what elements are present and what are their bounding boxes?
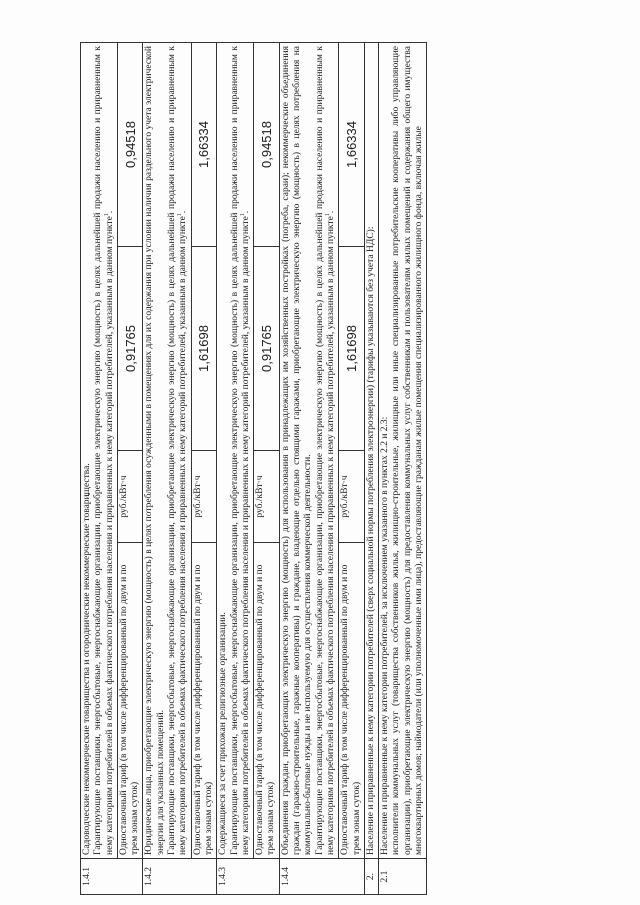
row-text: Гарантирующие поставщики, энергосбытовые, энергоснабжающие организации, приобретающие электрическую энергию (мощность) в целях дальнейшей продажи населению и приравненным к нему категориям потребителей в объемах фактического потребления населения и приравненных к нему категорий потребителей, указанным в данном пункте	[167, 45, 189, 855]
row-text: Гарантирующие поставщики, энергосбытовые, энергоснабжающие организации, приобретающие электрическую энергию (мощность) в целях дальнейшей продажи населению и приравненным к нему категориям потребителей в объемах фактического потребления населения и приравненных к нему категорий потребителей, указанным в данном пункте	[314, 45, 336, 855]
tariff-value-first-half: 1,61698	[339, 247, 365, 451]
row-description	[379, 42, 427, 858]
row-text: Гарантирующие поставщики, энергосбытовые, энергоснабжающие организации, приобретающие электрическую энергию (мощность) в целях дальнейшей продажи населению и приравненным к нему категориям потребителей в объемах фактического потребления населения и приравненных к нему категорий потребителей, указанным в данном пункте	[229, 45, 251, 855]
tariff-label: Одноставочный тариф (в том числе дифференцированный по двум и по трем зонам суток)	[191, 543, 217, 859]
unit-cell: руб./кВт·ч	[339, 451, 365, 543]
unit-cell: руб./кВт·ч	[117, 451, 143, 543]
rotated-tariff-table-container	[80, 43, 604, 895]
table-row	[254, 42, 280, 894]
row-text: исполнители коммунальных услуг (товарищества собственников жилья, жилищно-строительные, жилищные или иные специализированные потребительские кооперативы либо управляющие организации), приобретающие электрическую энергию (мощность) для предоставления коммунальных услуг собственникам и пользователям жилых помещений и содержания общего имущества многоквартирных домов; наймодатели (или уполномоченные ими лица), предоставляющие гражданам жилые помещения специализированного жилищного фонда, включая жилые	[391, 45, 425, 855]
tariff-table	[80, 42, 427, 895]
row-text: Гарантирующие поставщики, энергосбытовые, энергоснабжающие организации, приобретающие электрическую энергию (мощность) в целях дальнейшей продажи населению и приравненным к нему категориям потребителей в объемах фактического потребления населения и приравненных к нему категорий потребителей, указанным в данном пункте	[93, 45, 115, 855]
section-heading: Население и приравненные к нему категории потребителей (сверх социальной нормы потребления электроэнергии) (тарифы указываются без учета НДС):	[364, 42, 378, 858]
row-title: Юридические лица, приобретающие электрическую энергию (мощность) в целях потребления осужденными в помещениях для их содержания при условии наличия раздельного учета электрической энергии для указанных помещений.	[144, 45, 166, 855]
tariff-label: Одноставочный тариф (в том числе дифференцированный по двум и по трем зонам суток)	[254, 543, 280, 859]
footnote-mark: 1	[324, 213, 331, 217]
tariff-label: Одноставочный тариф (в том числе дифференцированный по двум и по трем зонам суток)	[117, 543, 143, 859]
unit-cell: руб./кВт·ч	[191, 451, 217, 543]
row-number: 1.4.3	[217, 859, 279, 895]
tariff-value-first-half: 1,61698	[191, 247, 217, 451]
tariff-value-second-half: 1,66334	[339, 42, 365, 246]
table-row	[217, 42, 254, 894]
table-row	[339, 42, 365, 894]
table-row	[81, 42, 118, 894]
tariff-value-second-half: 0,94518	[117, 42, 143, 246]
unit-cell: руб./кВт·ч	[254, 451, 280, 543]
footnote-mark: 1	[103, 213, 110, 217]
footnote-mark: 1	[239, 213, 246, 217]
row-number: 1.4.1	[81, 859, 143, 895]
table-row	[379, 42, 427, 894]
tariff-value-first-half: 0,91765	[254, 247, 280, 451]
row-description: Юридические лица, приобретающие электрическую энергию (мощность) в целях потребления осужденными в помещениях для их содержания при условии наличия раздельного учета электрической энергии для указанных помещений. Гарантирующие поставщики, энергосбытовые, энергоснабжающие организации, приобретающие электрическую энергию (мощность) в целях дальнейшей продажи населению и приравненным к нему категориям потребителей в объемах фактического потребления населения и приравненных к нему категорий потребителей, указанным в данном пункте$^1$.	[143, 42, 191, 858]
row-number: 2.	[364, 859, 378, 895]
row-number: 1.4.4	[279, 859, 364, 895]
row-description: Содержащиеся за счет прихожан религиозные организации. Гарантирующие поставщики, энергосбытовые, энергоснабжающие организации, приобретающие электрическую энергию (мощность) в целях дальнейшей продажи населению и приравненным к нему категориям потребителей в объемах фактического потребления населения и приравненных к нему категорий потребителей, указанным в данном пункте$^1$.	[217, 42, 254, 858]
table-row	[279, 42, 338, 894]
tariff-value-second-half: 0,94518	[254, 42, 280, 246]
table-row	[117, 42, 143, 894]
row-title: Садоводческие некоммерческие товарищества и огороднические некоммерческие товарищества.	[82, 463, 92, 855]
row-title: Объединения граждан, приобретающих электрическую энергию (мощность) для использования в принадлежащих им хозяйственных постройках (погреба, сараи); некоммерческие объединения граждан (гаражно-строительные, гаражные кооперативы) и граждане, владеющие отдельно стоящими гаражами, приобретающие электрическую энергию (мощность) в целях потребления на коммунально-бытовые нужды и не используемую для осуществления коммерческой деятельности.	[280, 45, 314, 855]
tariff-value-first-half: 0,91765	[117, 247, 143, 451]
row-description: Объединения граждан, приобретающих электрическую энергию (мощность) для использования в принадлежащих им хозяйственных постройках (погреба, сараи); некоммерческие объединения граждан (гаражно-строительные, гаражные кооперативы) и граждане, владеющие отдельно стоящими гаражами, приобретающие электрическую энергию (мощность) в целях потребления на коммунально-бытовые нужды и не используемую для осуществления коммерческой деятельности. Гарантирующие поставщики, энергосбытовые, энергоснабжающие организации, приобретающие электрическую энергию (мощность) в целях дальнейшей продажи населению и приравненным к нему категориям потребителей в объемах фактического потребления населения и приравненных к нему категорий потребителей, указанным в данном пункте$^1$.	[279, 42, 338, 858]
tariff-value-second-half: 1,66334	[191, 42, 217, 246]
table-row	[191, 42, 217, 894]
footnote-mark: 1	[177, 213, 184, 217]
tariff-label: Одноставочный тариф (в том числе дифференцированный по двум и по трем зонам суток)	[339, 543, 365, 859]
table-row	[364, 42, 378, 894]
table-row	[143, 42, 191, 894]
row-number: 2.1	[379, 859, 427, 895]
row-title: Население и приравненные к нему категории потребителей, за исключением указанного в пунктах 2.2 и 2.3:	[380, 416, 391, 855]
row-title: Содержащиеся за счет прихожан религиозные организации.	[218, 612, 229, 855]
row-number: 1.4.2	[143, 859, 217, 895]
row-description: Садоводческие некоммерческие товарищества и огороднические некоммерческие товарищества. Гарантирующие поставщики, энергосбытовые, энергоснабжающие организации, приобретающие электрическую энергию (мощность) в целях дальнейшей продажи населению и приравненным к нему категориям потребителей в объемах фактического потребления населения и приравненных к нему категорий потребителей, указанным в данном пункте$^1$.	[81, 42, 118, 858]
